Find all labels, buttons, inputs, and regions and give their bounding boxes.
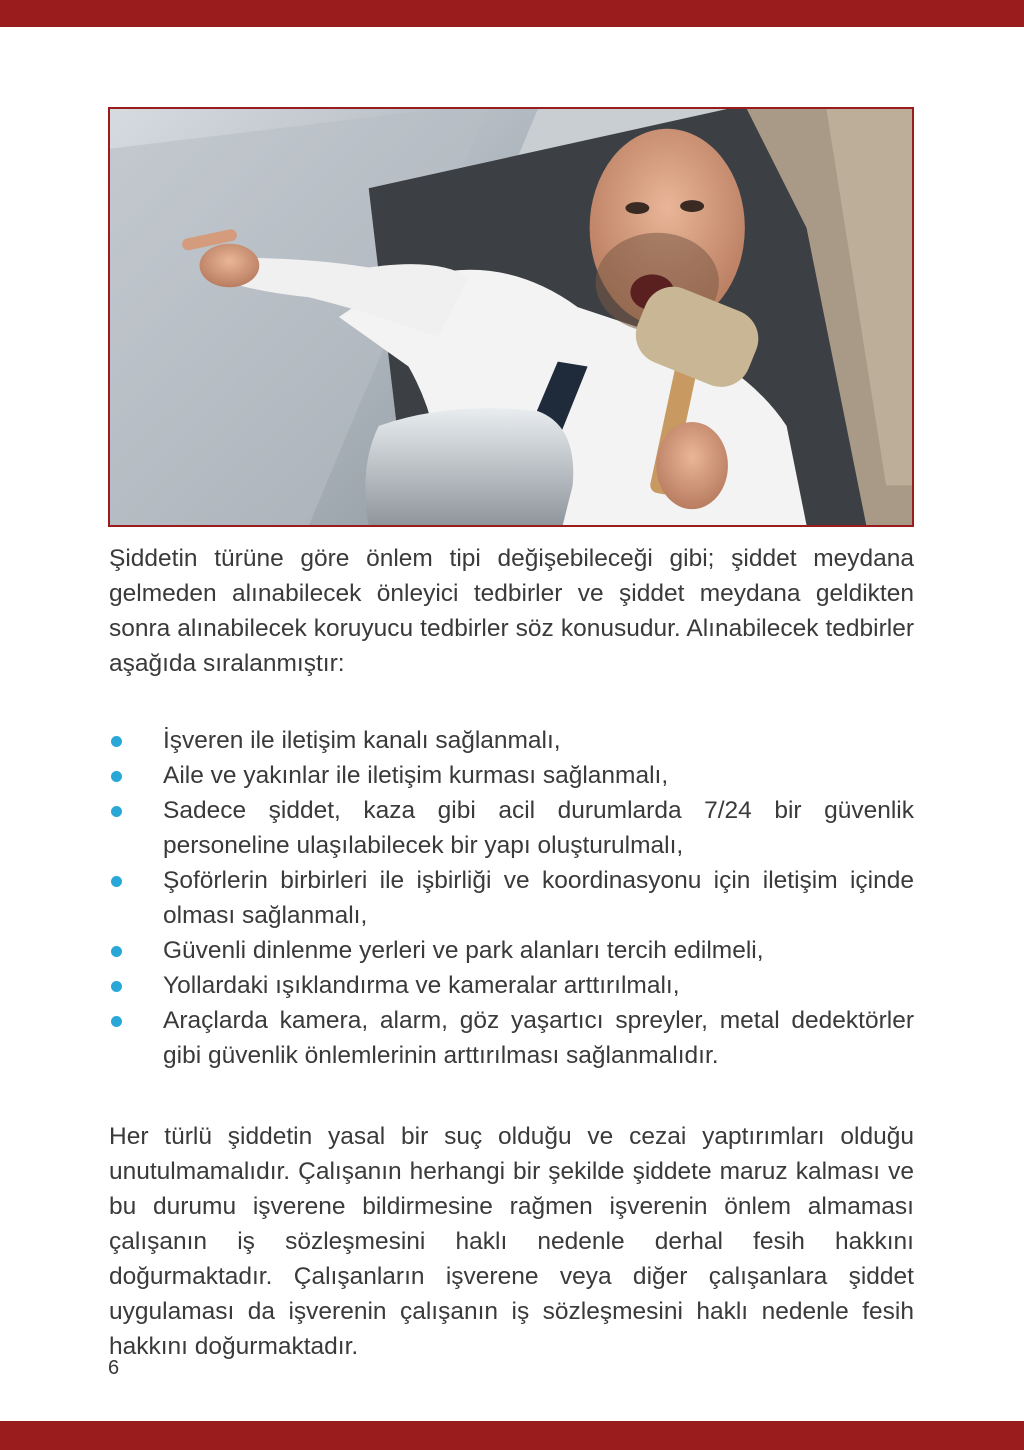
list-item-text: Yollardaki ışıklandırma ve kameralar arttırılmalı, — [163, 972, 680, 999]
list-item — [109, 723, 914, 758]
bullet-dot-icon — [111, 806, 122, 817]
list-item-text: Güvenli dinlenme yerleri ve park alanları tercih edilmeli, — [163, 937, 764, 964]
list-item-text: İşveren ile iletişim kanalı sağlanmalı, — [163, 727, 561, 754]
top-band — [0, 0, 1024, 27]
list-item — [109, 1003, 914, 1073]
bullet-dot-icon — [111, 1016, 122, 1027]
list-item-text: Aile ve yakınlar ile iletişim kurması sağlanmalı, — [163, 762, 669, 789]
bullet-dot-icon — [111, 946, 122, 957]
intro-paragraph: Şiddetin türüne göre önlem tipi değişebileceği gibi; şiddet meydana gelmeden alınabilecek önleyici tedbirler ve şiddet meydana geldikten sonra alınabilecek koruyucu tedbirler söz konusudur. Alınabilecek tedbirler aşağıda sıralanmıştır: — [109, 545, 914, 677]
list-item-text: Şoförlerin birbirleri ile işbirliği ve koordinasyonu için iletişim içinde olması sağlanmalı, — [163, 867, 914, 929]
angry-driver-photo — [108, 107, 914, 527]
page-number: 6 — [108, 1357, 120, 1379]
list-item — [109, 793, 914, 863]
bullet-dot-icon — [111, 771, 122, 782]
list-item — [109, 933, 914, 968]
list-item-text: Sadece şiddet, kaza gibi acil durumlarda 7/24 bir güvenlik personeline ulaşılabilecek bir yapı oluşturulmalı, — [163, 797, 914, 859]
list-item — [109, 758, 914, 793]
list-item — [109, 968, 914, 1003]
legal-paragraph: Her türlü şiddetin yasal bir suç olduğu ve cezai yaptırımları olduğu unutulmamalıdır. Çalışanın herhangi bir şekilde şiddete maruz kalması ve bu durumu işverene bildirmesine rağmen işverenin önlem almaması çalışanın iş sözleşmesini haklı nedenle derhal fesih hakkını doğurmaktadır. Çalışanların işverene veya diğer çalışanlara şiddet uygulaması da işverenin çalışanın iş sözleşmesini haklı nedenle fesih hakkını doğurmaktadır. — [109, 1123, 914, 1360]
list-item — [109, 863, 914, 933]
photo-illustration — [110, 109, 912, 525]
bullet-dot-icon — [111, 876, 122, 887]
bullet-dot-icon — [111, 981, 122, 992]
measures-list — [109, 723, 914, 1073]
bottom-band — [0, 1421, 1024, 1450]
bullet-dot-icon — [111, 736, 122, 747]
list-item-text: Araçlarda kamera, alarm, göz yaşartıcı spreyler, metal dedektörler gibi güvenlik önlemlerinin arttırılması sağlanmalıdır. — [163, 1007, 914, 1069]
